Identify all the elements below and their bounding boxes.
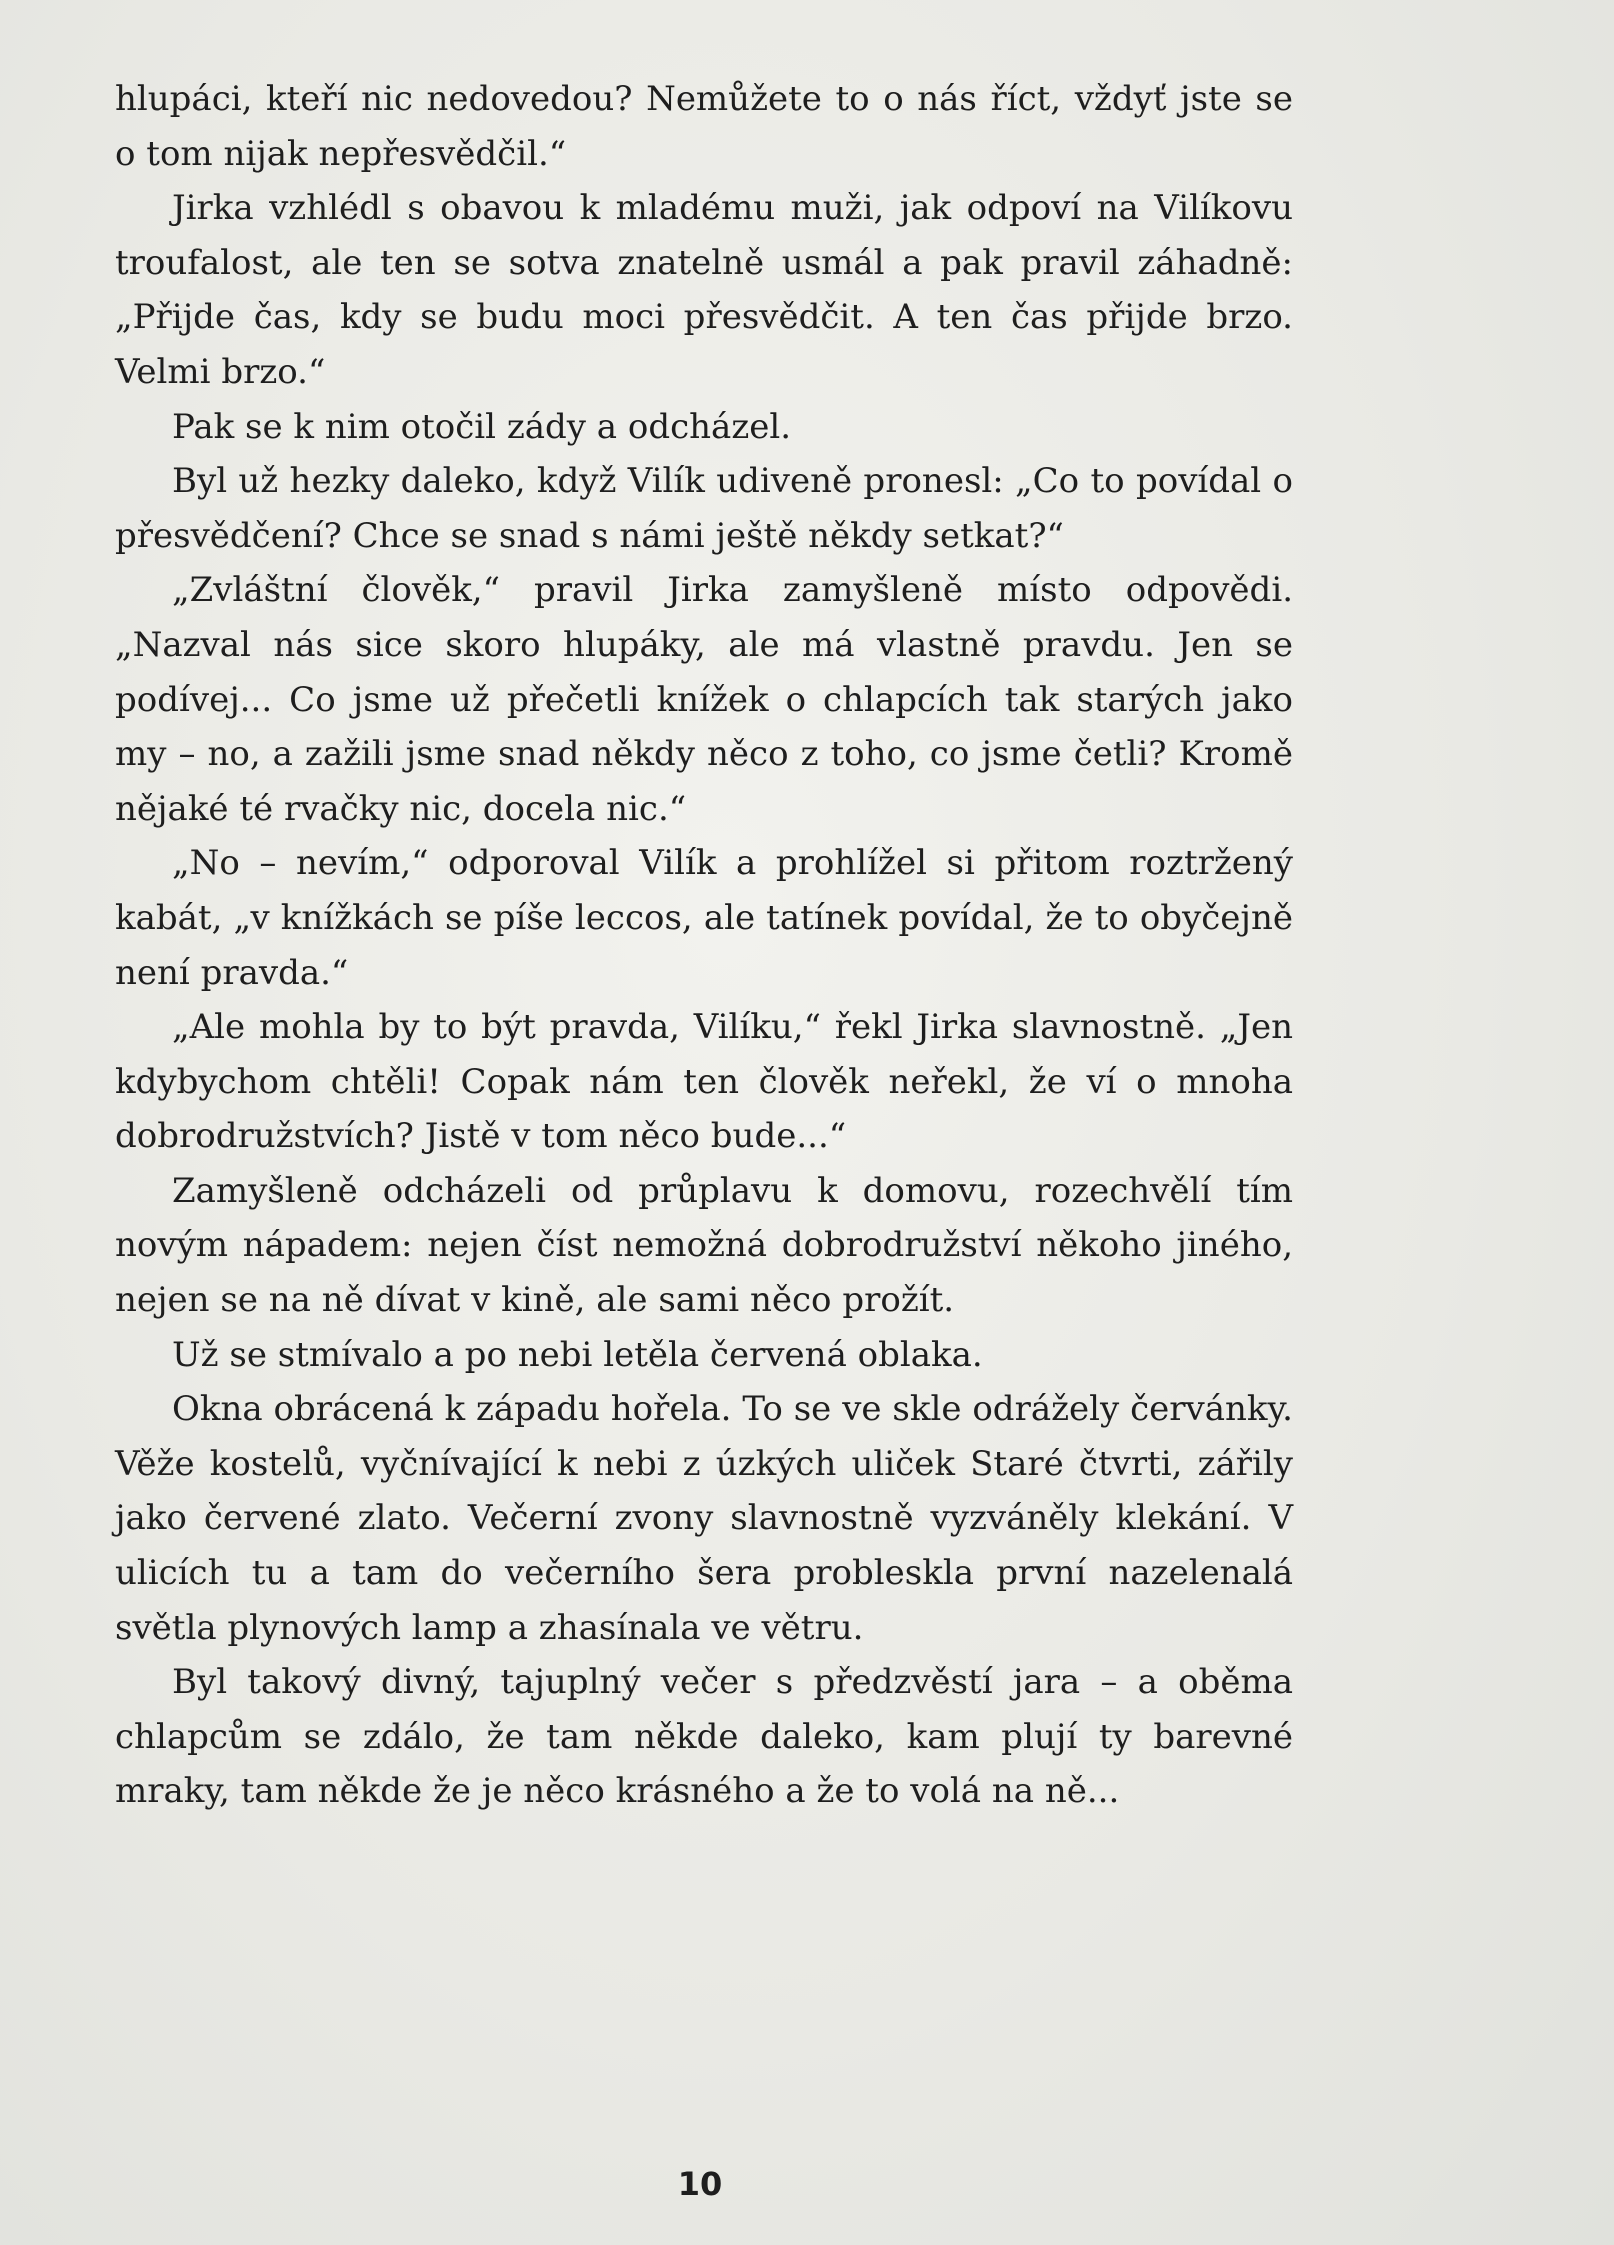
body-text bbox=[115, 72, 1293, 1819]
paragraph: „Zvláštní člověk,“ pravil Jirka zamyšleně místo odpovědi. „Nazval nás sice skoro hlupáky, ale má vlastně pravdu. Jen se podívej... Co jsme už přečetli knížek o chlapcích tak starých jako my – no, a zažili jsme snad někdy něco z toho, co jsme četli? Kromě nějaké té rvačky nic, docela nic.“ bbox=[115, 570, 1293, 829]
paragraph-continuation: hlupáci, kteří nic nedovedou? Nemůžete to o nás říct, vždyť jste se o tom nijak nepřesvědčil.“ bbox=[115, 79, 1293, 174]
paragraph: Jirka vzhlédl s obavou k mladému muži, jak odpoví na Vilíkovu troufalost, ale ten se sotva znatelně usmál a pak pravil záhadně: „Přijde čas, kdy se budu moci přesvědčit. A ten čas přijde brzo. Velmi brzo.“ bbox=[115, 188, 1293, 392]
paragraph: „No – nevím,“ odporoval Vilík a prohlížel si přitom roztržený kabát, „v knížkách se píše leccos, ale tatínek povídal, že to obyčejně není pravda.“ bbox=[115, 843, 1293, 993]
paragraph: Byl už hezky daleko, když Vilík udiveně pronesl: „Co to povídal o přesvědčení? Chce se snad s námi ještě někdy setkat?“ bbox=[115, 461, 1293, 556]
paragraph: Byl takový divný, tajuplný večer s předzvěstí jara – a oběma chlapcům se zdálo, že tam někde daleko, kam plují ty barevné mraky, tam někde že je něco krásného a že to volá na ně... bbox=[115, 1662, 1293, 1812]
paragraph: Zamyšleně odcházeli od průplavu k domovu, rozechvělí tím novým nápadem: nejen číst nemožná dobrodružství někoho jiného, nejen se na ně dívat v kině, ale sami něco prožít. bbox=[115, 1170, 1293, 1321]
paragraph: „Ale mohla by to být pravda, Vilíku,“ řekl Jirka slavnostně. „Jen kdybychom chtěli! Copak nám ten člověk neřekl, že ví o mnoha dobrodružstvích? Jistě v tom něco bude...“ bbox=[115, 1007, 1293, 1157]
paragraph: Už se stmívalo a po nebi letěla červená oblaka. bbox=[172, 1334, 983, 1375]
paragraph: Okna obrácená k západu hořela. To se ve skle odrážely červánky. Věže kostelů, vyčnívající k nebi z úzkých uliček Staré čtvrti, zářily jako červené zlato. Večerní zvony slavnostně vyzváněly klekání. V ulicích tu a tam do večerního šera probleskla první nazelenalá světla plynových lamp a zhasínala ve větru. bbox=[115, 1389, 1293, 1648]
paragraph: Pak se k nim otočil zády a odcházel. bbox=[172, 406, 792, 447]
page-number: 10 bbox=[677, 2165, 723, 2203]
